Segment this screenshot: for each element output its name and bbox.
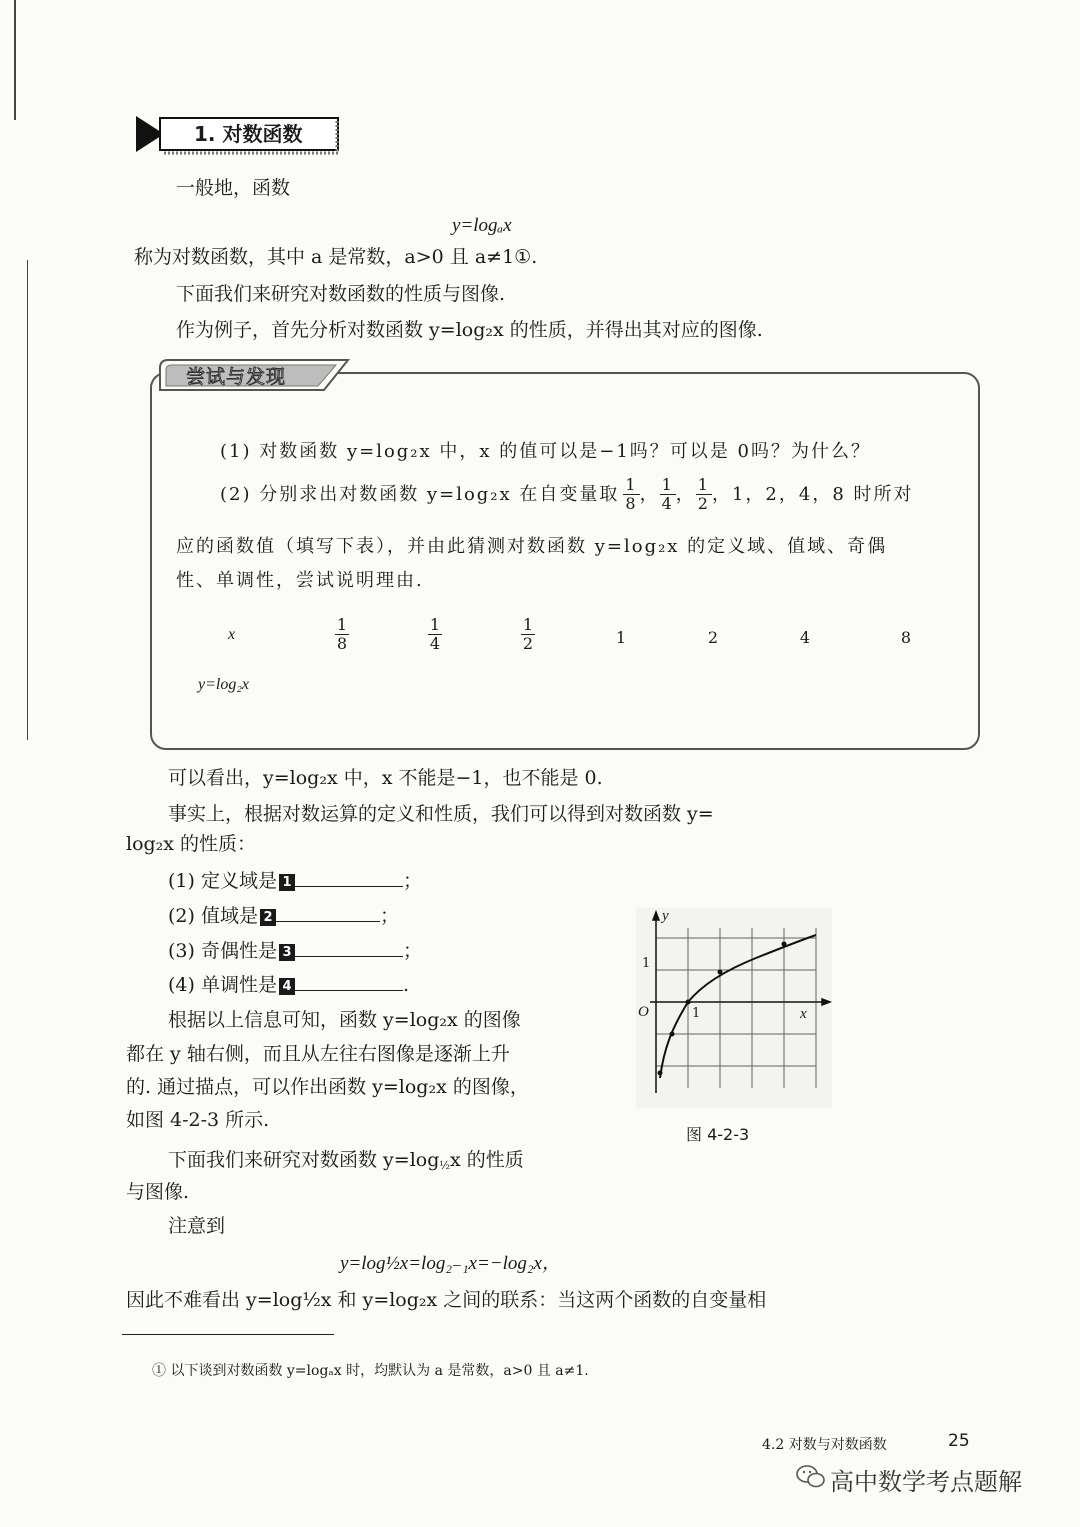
body-paragraph: 可以看出，y=log₂x 中，x 不能是−1，也不能是 0. bbox=[168, 767, 603, 789]
formula-log-a: y=logₐx bbox=[452, 215, 512, 236]
try-box-tab bbox=[158, 356, 352, 394]
table-cell: 1 bbox=[615, 628, 627, 647]
question-1: (1) 对数函数 y=log₂x 中，x 的值可以是−1吗？可以是 0吗？为什么？ bbox=[220, 441, 871, 462]
section-header bbox=[136, 112, 340, 156]
question-2-end: ，1，2，4，8 时所对 bbox=[711, 483, 914, 505]
tick-label-y: 1 bbox=[642, 956, 651, 971]
blank-badge: 3 bbox=[279, 944, 295, 961]
table-cell: 8 bbox=[900, 628, 912, 647]
table-row-label-x: x bbox=[228, 626, 236, 643]
question-2-line: 性、单调性，尝试说明理由. bbox=[176, 570, 424, 591]
running-footer: 4.2 对数与对数函数 bbox=[762, 1437, 887, 1453]
property-3: (3) 奇偶性是 3 ； bbox=[168, 936, 422, 965]
blank-badge: 4 bbox=[279, 978, 295, 995]
fill-blank[interactable] bbox=[295, 936, 403, 957]
body-paragraph: 都在 y 轴右侧，而且从左往右图像是逐渐上升 bbox=[126, 1043, 510, 1065]
question-2-start: (2) 分别求出对数函数 y=log₂x 在自变量取 bbox=[220, 483, 620, 505]
watermark: 高中数学考点题解 bbox=[830, 1468, 1022, 1496]
table-cell: $\frac{1}{8}$ bbox=[336, 615, 348, 653]
binding-mark bbox=[14, 0, 16, 120]
body-paragraph: 如图 4-2-3 所示. bbox=[126, 1109, 270, 1131]
body-paragraph: 与图像. bbox=[126, 1181, 190, 1203]
property-2: (2) 值域是 2 ； bbox=[168, 901, 399, 930]
wechat-icon bbox=[796, 1464, 826, 1494]
intro-line: 称为对数函数，其中 a 是常数，a>0 且 a≠1①. bbox=[134, 246, 538, 268]
intro-line: 一般地，函数 bbox=[176, 177, 291, 199]
body-paragraph: log₂x 的性质： bbox=[126, 833, 257, 855]
table-row-label-y: y=log₂x bbox=[198, 676, 250, 693]
body-paragraph: 根据以上信息可知，函数 y=log₂x 的图像 bbox=[168, 1009, 521, 1031]
blank-badge: 2 bbox=[260, 909, 276, 926]
intro-line: 作为例子，首先分析对数函数 y=log₂x 的性质，并得出其对应的图像. bbox=[176, 319, 763, 341]
fill-blank[interactable] bbox=[295, 866, 403, 887]
axis-label-x: x bbox=[800, 1006, 807, 1022]
try-box bbox=[150, 372, 980, 750]
property-1: (1) 定义域是 1 ； bbox=[168, 866, 422, 895]
axis-label-y: y bbox=[662, 908, 669, 924]
body-paragraph: 因此不难看出 y=log½x 和 y=log₂x 之间的联系：当这两个函数的自变量相 bbox=[126, 1289, 767, 1311]
table-cell: $\frac{1}{2}$ bbox=[522, 615, 534, 653]
figure-graph bbox=[636, 908, 832, 1108]
section-title: 1. 对数函数 bbox=[194, 122, 303, 146]
formula-log-half: y=log½x=log₂₋₁x=−log₂x， bbox=[340, 1253, 561, 1274]
page-number: 25 bbox=[948, 1431, 970, 1451]
table-cell: 2 bbox=[707, 628, 719, 647]
body-paragraph: 下面我们来研究对数函数 $y=\log_{\frac{1}{2}}x$ 的性质 bbox=[168, 1149, 524, 1172]
binding-mark bbox=[27, 260, 28, 740]
tick-label-x: 1 bbox=[692, 1006, 701, 1021]
footnote: ① 以下谈到对数函数 y=logₐx 时，均默认为 a 是常数，a>0 且 a≠1. bbox=[152, 1363, 589, 1379]
body-paragraph: 的. 通过描点，可以作出函数 y=log₂x 的图像， bbox=[126, 1076, 529, 1098]
try-box-title: 尝试与发现 bbox=[186, 366, 287, 388]
property-4: (4) 单调性是 4 . bbox=[168, 970, 409, 999]
fill-blank[interactable] bbox=[276, 901, 380, 922]
table-cell: 4 bbox=[799, 628, 811, 647]
fraction: $\frac{1}{2}$ bbox=[697, 475, 710, 513]
fill-blank[interactable] bbox=[295, 970, 403, 991]
body-paragraph: 注意到 bbox=[168, 1215, 226, 1237]
fraction: $\frac{1}{4}$ bbox=[661, 475, 674, 513]
origin-label: O bbox=[638, 1004, 649, 1020]
figure-caption: 图 4-2-3 bbox=[686, 1125, 750, 1144]
fraction: $\frac{1}{8}$ bbox=[625, 475, 638, 513]
footnote-rule bbox=[122, 1334, 334, 1335]
intro-line: 下面我们来研究对数函数的性质与图像. bbox=[176, 283, 506, 305]
blank-badge: 1 bbox=[279, 874, 295, 891]
table-cell: $\frac{1}{4}$ bbox=[429, 615, 441, 653]
question-2: (2) 分别求出对数函数 y=log₂x 在自变量取 $\frac{1}{8}$ ， $\frac{1}{4}$ ， $\frac{1}{2}$ ，1，2，4，8 时所对 bbox=[220, 475, 914, 513]
body-paragraph: 事实上，根据对数运算的定义和性质，我们可以得到对数函数 y= bbox=[168, 803, 714, 825]
question-2-line: 应的函数值（填写下表），并由此猜测对数函数 y=log₂x 的定义域、值域、奇偶 bbox=[176, 536, 888, 557]
